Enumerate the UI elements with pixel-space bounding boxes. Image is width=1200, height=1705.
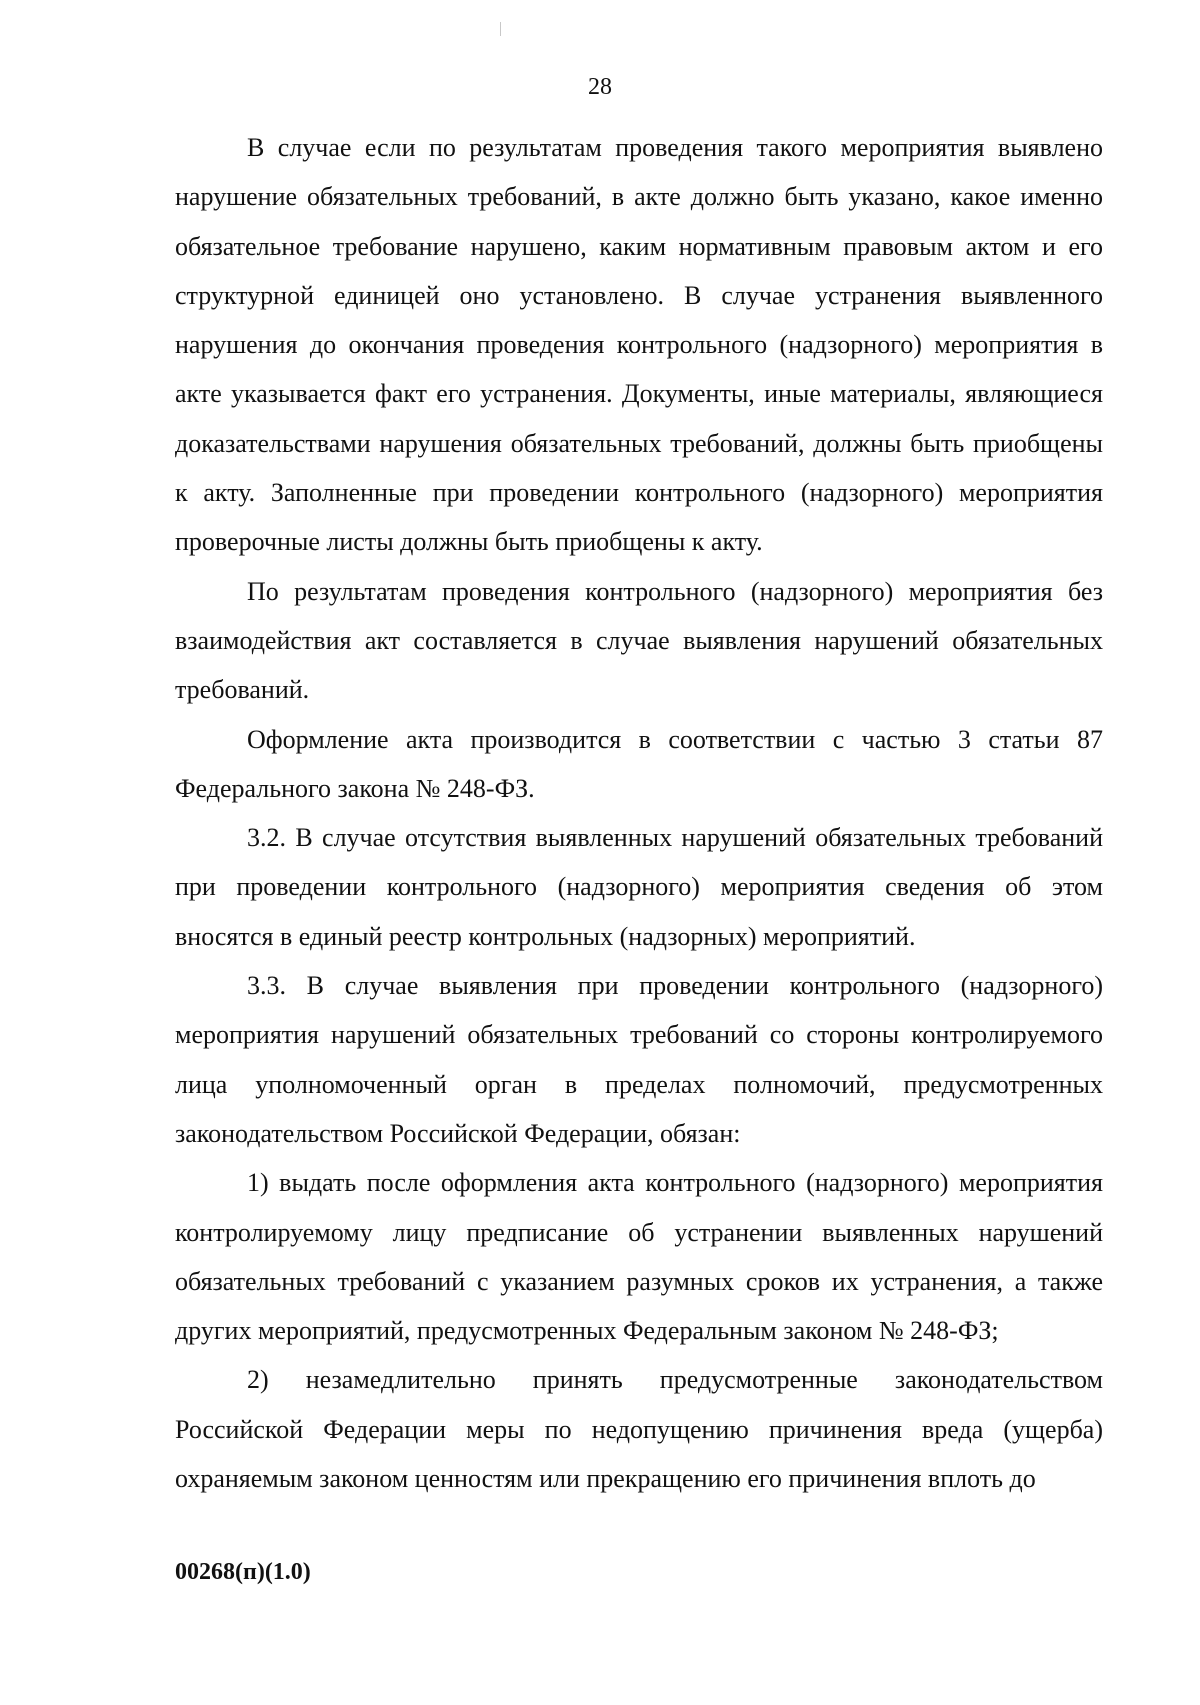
paragraph-3-3: 3.3. В случае выявления при проведении контрольного (надзорного) мероприятия нарушений обязательных требований со стороны контролируемого лица уполномоченный орган в пределах полномочий, предусмотренных законодательством Российской Федерации, обязан: <box>175 971 1103 1148</box>
paragraph-act-violation-details: В случае если по результатам проведения такого мероприятия выявлено нарушение обязательных требований, в акте должно быть указано, какое именно обязательное требование нарушено, каким нормативным правовым актом и его структурной единицей оно установлено. В случае устранения выявленного нарушения до окончания проведения контрольного (надзорного) мероприятия в акте указывается факт его устранения. Документы, иные материалы, являющиеся доказательствами нарушения обязательных требований, должны быть приобщены к акту. Заполненные при проведении контрольного (надзорного) мероприятия проверочные листы должны быть приобщены к акту. <box>175 133 1103 557</box>
page-number: 28 <box>588 74 612 100</box>
paragraph-3-2: 3.2. В случае отсутствия выявленных нарушений обязательных требований при проведении контрольного (надзорного) мероприятия сведения об этом вносятся в единый реестр контрольных (надзорных) мероприятий. <box>175 823 1103 951</box>
document-body <box>175 123 1103 1503</box>
document-code: 00268(п)(1.0) <box>175 1559 311 1585</box>
paragraph-act-formalization: Оформление акта производится в соответствии с частью 3 статьи 87 Федерального закона № 248-ФЗ. <box>175 724 1103 803</box>
list-item-2: 2) незамедлительно принять предусмотренные законодательством Российской Федерации меры по недопущению причинения вреда (ущерба) охраняемым законом ценностям или прекращению его причинения вплоть до <box>175 1365 1103 1494</box>
paragraph-act-without-interaction: По результатам проведения контрольного (надзорного) мероприятия без взаимодействия акт составляется в случае выявления нарушений обязательных требований. <box>175 576 1103 705</box>
scan-mark <box>500 22 501 36</box>
list-item-1: 1) выдать после оформления акта контрольного (надзорного) мероприятия контролируемому лицу предписание об устранении выявленных нарушений обязательных требований с указанием разумных сроков их устранения, а также других мероприятий, предусмотренных Федеральным законом № 248-ФЗ; <box>175 1168 1103 1346</box>
